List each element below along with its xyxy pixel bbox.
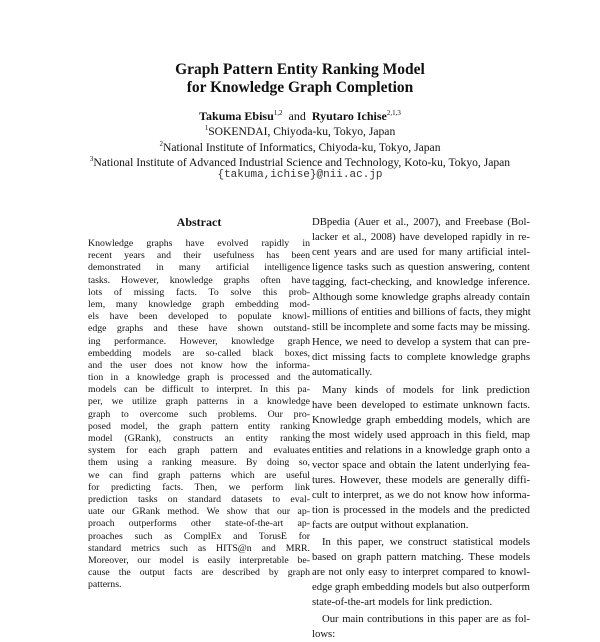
author-email: {takuma,ichise}@nii.ac.jp <box>217 169 383 181</box>
text-line: vector space and obtain the latent underlying fea- <box>312 458 530 471</box>
text-line: proaches such as ComplEx and TorusE for <box>88 530 310 542</box>
text-line: embedding models are so-called black boxes, <box>88 347 310 359</box>
text-line: recent years and their usefulness has been <box>88 250 310 262</box>
text-line: lots of missing facts. To solve this prob- <box>88 286 310 298</box>
text-line: for predicting facts. Then, we perform link <box>88 481 310 493</box>
text-line: model (GRank), constructs an entity ranking <box>88 433 310 444</box>
text-line: state-of-the-art models for link prediction. <box>312 596 493 609</box>
affiliation <box>0 155 600 170</box>
affiliation-text: National Institute of Informatics, Chiyoda-ku, Tokyo, Japan <box>163 141 441 154</box>
text-line: uate our GRank method. We show that our ap- <box>88 506 310 518</box>
text-line: the most widely used approach in this field, map <box>312 428 530 441</box>
text-line: tures. However, these models are generally diffi- <box>312 473 530 486</box>
text-line: are not only easy to interpret compared to knowl- <box>312 566 530 579</box>
text-line: edge graph embedding models but also outperform <box>312 581 530 594</box>
text-line: cult to interpret, as we do not know how informa- <box>312 488 530 501</box>
text-line: cause the output facts are described by graph <box>88 567 310 579</box>
text-line: proach outperforms other state-of-the-art ap- <box>88 518 310 530</box>
text-line: Many kinds of models for link prediction <box>322 383 530 396</box>
text-line: demonstrated in many artificial intelligence <box>88 262 310 274</box>
author-list <box>0 109 600 124</box>
text-line: In this paper, we construct statistical models <box>322 535 530 548</box>
abstract-heading: Abstract <box>176 215 222 229</box>
text-line: Knowledge graph embedding models, which are <box>312 413 530 426</box>
author-conjunction: and <box>288 109 306 123</box>
text-line: tion in a knowledge graph is processed and the <box>88 372 310 384</box>
text-line: posed model, the graph pattern entity ranking <box>88 420 310 432</box>
text-line: Moreover, our model is easily interpretable be- <box>88 554 310 566</box>
author-affiliation-mark: 1,2 <box>273 109 283 117</box>
author-affiliation-mark: 2,1,3 <box>386 109 401 117</box>
text-line: automatically. <box>312 366 373 379</box>
text-line: based on graph pattern matching. These models <box>312 551 530 564</box>
affiliation-text: National Institute of Advanced Industrial Science and Technology, Koto-ku, Tokyo, Japan <box>93 156 511 169</box>
text-line: per, we utilize graph patterns in a knowledge <box>88 396 310 408</box>
affiliation-mark: 3 <box>89 155 94 164</box>
text-line: we can find graph patterns which are useful <box>88 469 310 481</box>
text-line: entities and relations in a knowledge graph onto a <box>312 443 530 456</box>
text-line: tion is processed in the models and the predicted <box>312 503 530 516</box>
text-line: lows: <box>312 628 336 641</box>
text-line: Hence, we need to develop a system that can pre- <box>312 336 530 349</box>
text-line: models can be difficult to interpret. In this pa- <box>88 384 310 396</box>
text-line: patterns. <box>88 579 122 591</box>
text-line: millions of entities and billions of facts, they might <box>312 306 531 319</box>
text-line: standard metrics such as HITS@n and MRR. <box>88 542 310 554</box>
affiliation-text: SOKENDAI, Chiyoda-ku, Tokyo, Japan <box>208 125 396 138</box>
text-line: tagging, fact-checking, and knowledge inference. <box>312 276 530 289</box>
text-line: ing performance. However, knowledge graph <box>88 335 310 347</box>
text-line: Our main contributions in this paper are as fol- <box>322 613 530 626</box>
paper-title-line-2: for Knowledge Graph Completion <box>186 79 414 96</box>
text-line: facts are output without explanation. <box>312 518 469 531</box>
text-line: DBpedia (Auer et al., 2007), and Freebase (Bol- <box>312 216 530 228</box>
affiliation <box>0 124 600 139</box>
text-line: graph to overcome such problems. Our pro- <box>88 408 310 420</box>
text-line: have been developed to estimate unknown facts. <box>312 398 530 411</box>
text-line: and the user does not know how the informa- <box>88 359 310 371</box>
text-line: lem, many knowledge graph embedding mod- <box>88 298 310 310</box>
text-line: Knowledge graphs have evolved rapidly in <box>88 238 310 249</box>
text-line: cent years and are used for many artificial intel- <box>312 246 530 259</box>
affiliation <box>0 140 600 155</box>
text-line: still be incomplete and some facts may be missing. <box>312 321 530 334</box>
affiliation-mark: 1 <box>204 124 209 133</box>
text-line: prediction tasks on standard datasets to eval- <box>88 493 310 505</box>
author-name: Ryutaro Ichise <box>311 109 387 123</box>
text-line: lacker et al., 2008) have developed rapidly in re- <box>312 231 530 244</box>
abstract-text <box>88 238 310 591</box>
paper-title-line-1: Graph Pattern Entity Ranking Model <box>175 61 425 78</box>
text-line: system for each graph pattern and evaluates <box>88 445 310 457</box>
text-line: Although some knowledge graphs already contain <box>312 291 530 304</box>
text-line: tasks. However, knowledge graphs often have <box>88 274 310 286</box>
text-line: them using a ranking measure. By doing so, <box>88 457 310 469</box>
text-line: edge graphs and these have shown outstand- <box>88 323 310 335</box>
affiliation-mark: 2 <box>159 140 163 149</box>
author-name: Takuma Ebisu <box>199 109 274 123</box>
introduction-text <box>312 215 530 642</box>
text-line: dict missing facts to complete knowledge graphs <box>312 351 530 364</box>
text-line: ligence tasks such as question answering, content <box>312 261 530 274</box>
text-line: els have been developed to populate knowl- <box>88 311 310 323</box>
